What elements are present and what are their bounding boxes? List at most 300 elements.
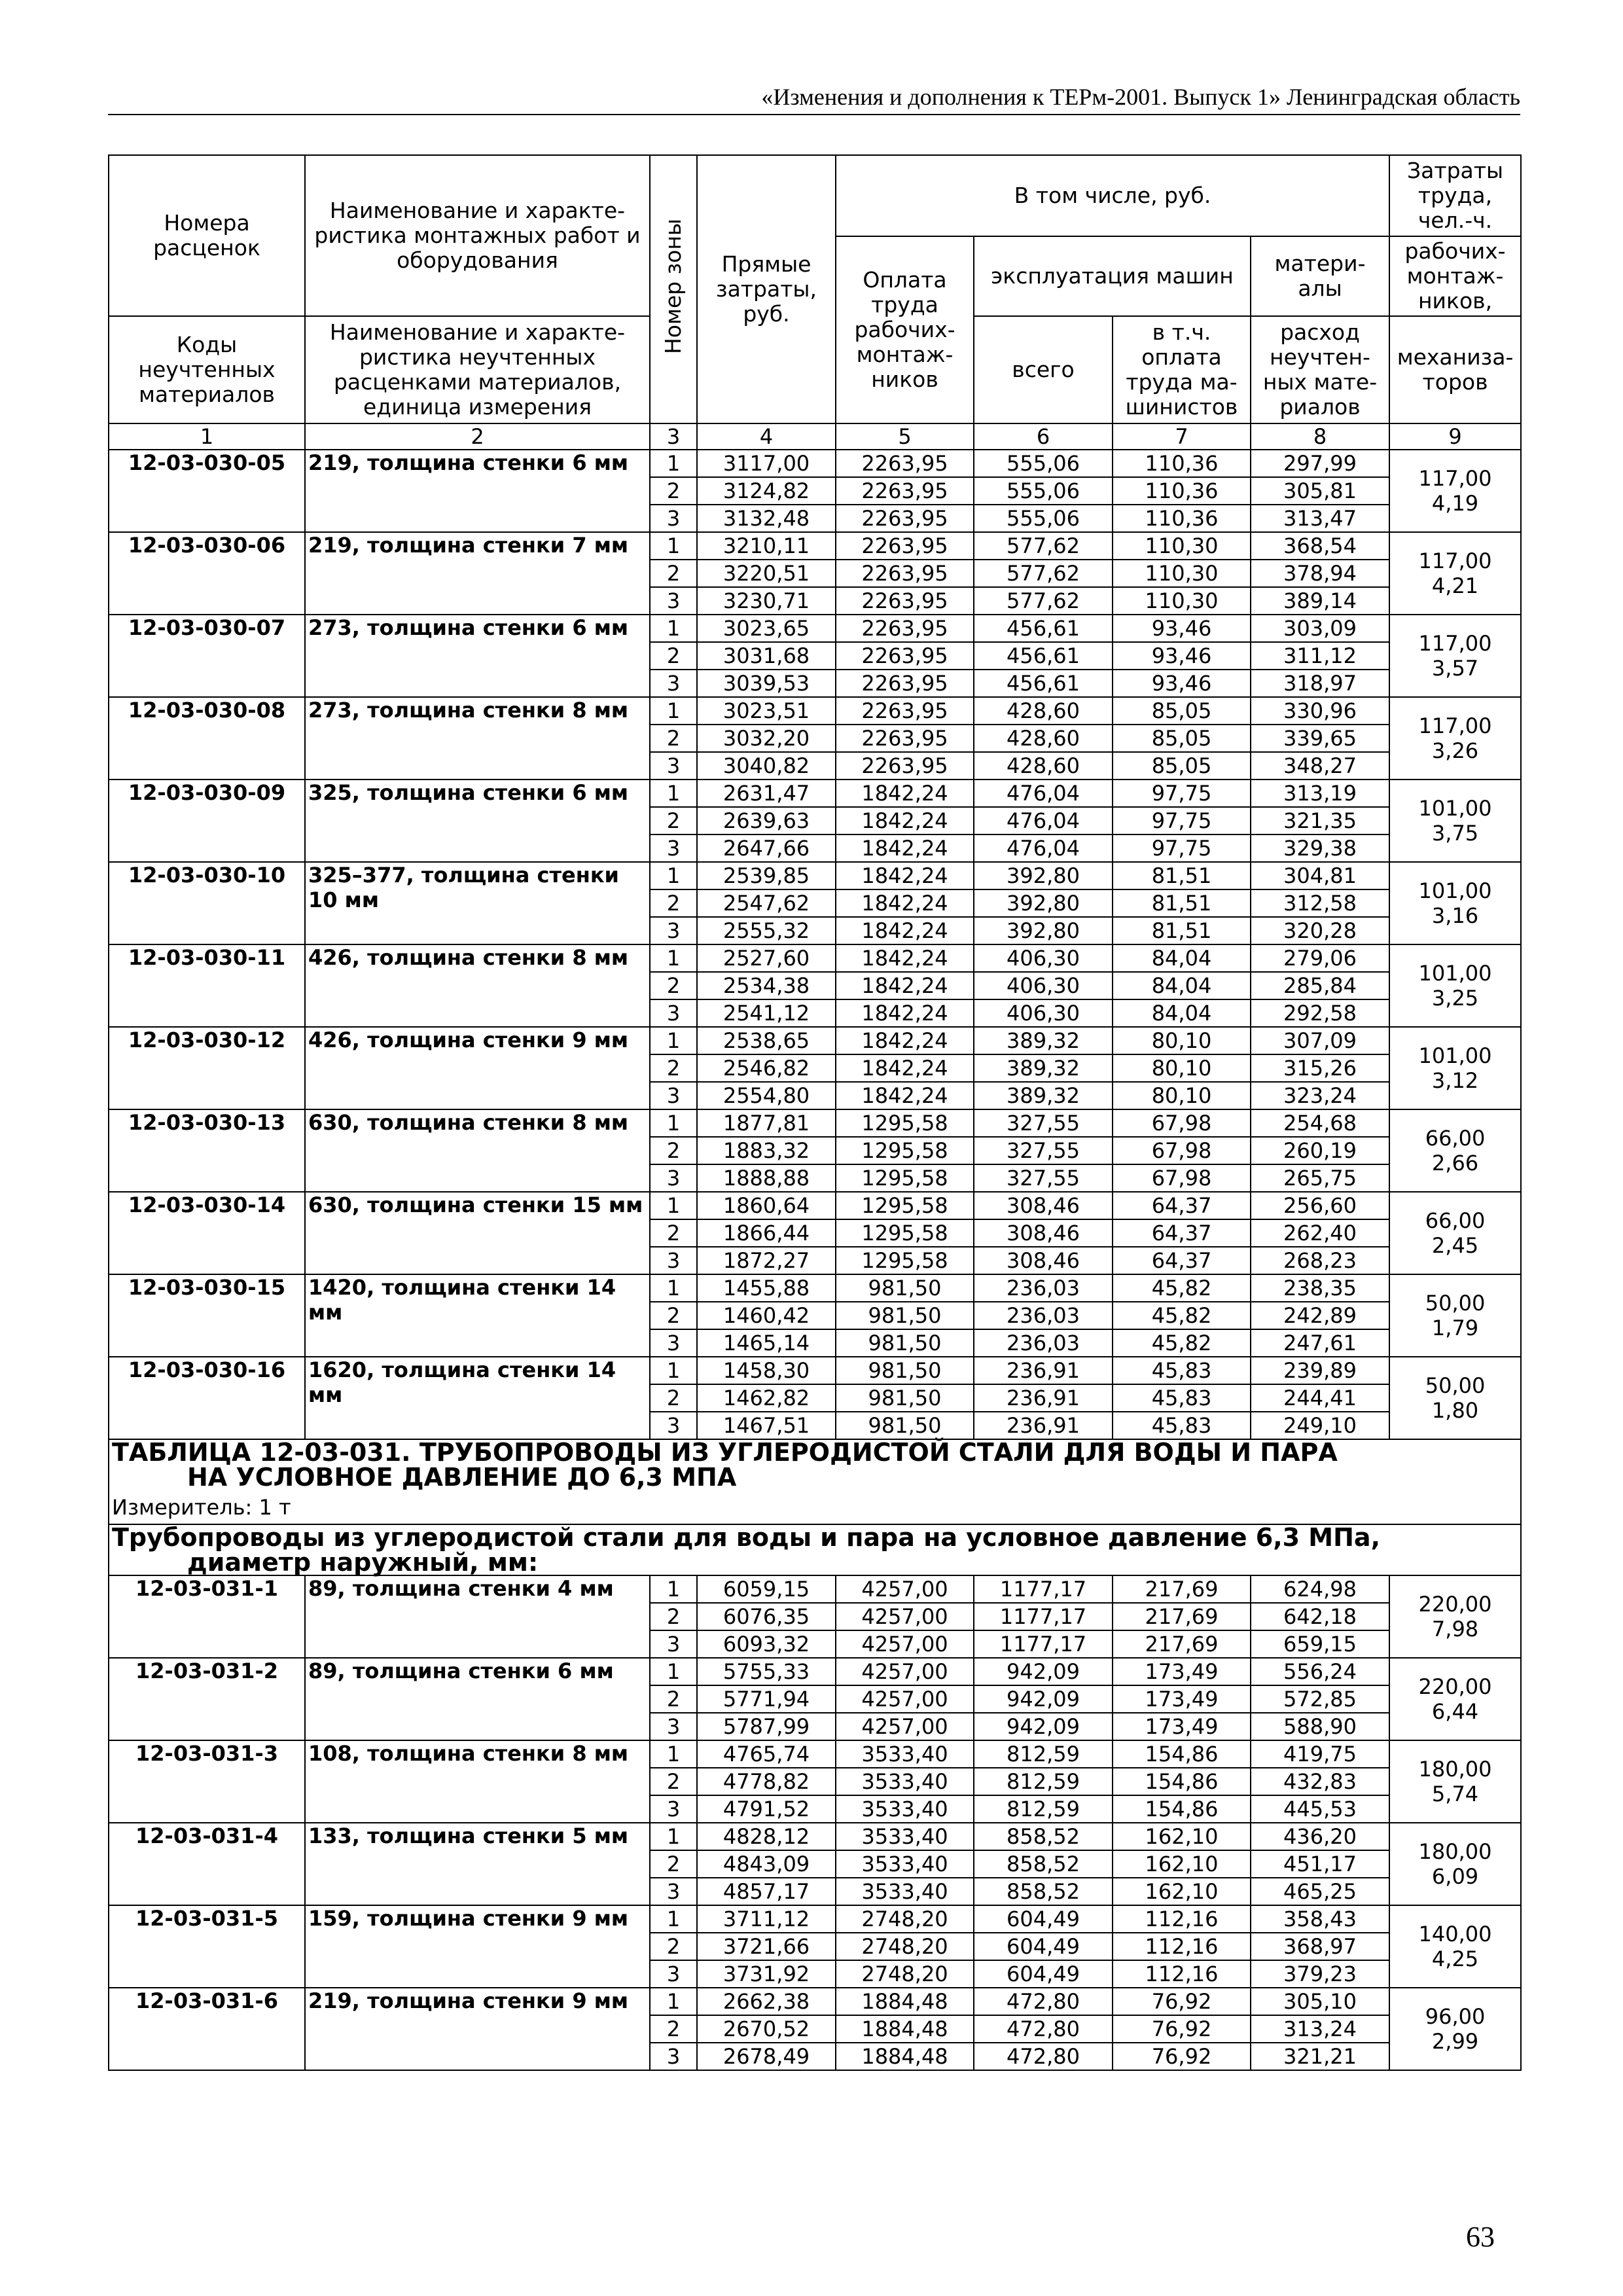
value-cell: 981,50 bbox=[836, 1357, 974, 1384]
zone-cell: 1 bbox=[650, 1740, 697, 1768]
value-cell: 313,19 bbox=[1251, 780, 1389, 807]
value-cell: 476,04 bbox=[974, 807, 1113, 834]
value-cell: 110,30 bbox=[1113, 587, 1251, 615]
header-machines: эксплуатация машин bbox=[974, 236, 1251, 316]
zone-cell: 2 bbox=[650, 1384, 697, 1412]
table-row bbox=[109, 1740, 1521, 1768]
labor-cost-cell bbox=[1389, 1823, 1521, 1905]
value-cell: 3032,20 bbox=[697, 725, 836, 752]
value-cell: 456,61 bbox=[974, 615, 1113, 642]
value-cell: 97,75 bbox=[1113, 807, 1251, 834]
header-name: Наименование и характе-ристика монтажных работ и оборудования bbox=[305, 155, 650, 316]
labor-workers: 220,00 bbox=[1418, 1674, 1492, 1699]
value-cell: 2662,38 bbox=[697, 1988, 836, 2015]
value-cell: 1177,17 bbox=[974, 1630, 1113, 1658]
value-cell: 2263,95 bbox=[836, 505, 974, 532]
zone-cell: 2 bbox=[650, 1137, 697, 1164]
value-cell: 76,92 bbox=[1113, 2015, 1251, 2043]
value-cell: 1177,17 bbox=[974, 1575, 1113, 1603]
rate-code: 12-03-030-05 bbox=[109, 450, 305, 532]
value-cell: 217,69 bbox=[1113, 1630, 1251, 1658]
value-cell: 4257,00 bbox=[836, 1575, 974, 1603]
value-cell: 2547,62 bbox=[697, 889, 836, 917]
value-cell: 981,50 bbox=[836, 1384, 974, 1412]
header-direct: Прямые затраты, руб. bbox=[697, 155, 836, 423]
value-cell: 1842,24 bbox=[836, 999, 974, 1027]
value-cell: 4257,00 bbox=[836, 1713, 974, 1740]
value-cell: 1295,58 bbox=[836, 1247, 974, 1274]
value-cell: 406,30 bbox=[974, 999, 1113, 1027]
value-cell: 45,82 bbox=[1113, 1274, 1251, 1302]
value-cell: 268,23 bbox=[1251, 1247, 1389, 1274]
value-cell: 80,10 bbox=[1113, 1027, 1251, 1054]
value-cell: 1842,24 bbox=[836, 780, 974, 807]
value-cell: 428,60 bbox=[974, 697, 1113, 725]
value-cell: 642,18 bbox=[1251, 1603, 1389, 1630]
value-cell: 97,75 bbox=[1113, 780, 1251, 807]
zone-cell: 1 bbox=[650, 1905, 697, 1933]
value-cell: 1860,64 bbox=[697, 1192, 836, 1219]
labor-cost-cell bbox=[1389, 1357, 1521, 1439]
value-cell: 4828,12 bbox=[697, 1823, 836, 1850]
rate-name: 219, толщина стенки 6 мм bbox=[305, 450, 650, 532]
value-cell: 812,59 bbox=[974, 1768, 1113, 1795]
subsection-title-line1: Трубопроводы из углеродистой стали для воды и пара на условное давление 6,3 МПа, bbox=[112, 1523, 1380, 1552]
value-cell: 329,38 bbox=[1251, 834, 1389, 862]
value-cell: 318,97 bbox=[1251, 670, 1389, 697]
rate-name: 630, толщина стенки 8 мм bbox=[305, 1109, 650, 1192]
header-labor-cost: Затраты труда, чел.-ч. bbox=[1389, 155, 1521, 236]
rate-code: 12-03-030-09 bbox=[109, 780, 305, 862]
rate-code: 12-03-030-16 bbox=[109, 1357, 305, 1439]
value-cell: 154,86 bbox=[1113, 1740, 1251, 1768]
value-cell: 112,16 bbox=[1113, 1905, 1251, 1933]
value-cell: 858,52 bbox=[974, 1850, 1113, 1878]
value-cell: 1467,51 bbox=[697, 1412, 836, 1439]
value-cell: 81,51 bbox=[1113, 917, 1251, 944]
value-cell: 321,35 bbox=[1251, 807, 1389, 834]
value-cell: 389,32 bbox=[974, 1082, 1113, 1109]
labor-mechanics: 2,45 bbox=[1431, 1233, 1479, 1258]
value-cell: 339,65 bbox=[1251, 725, 1389, 752]
value-cell: 981,50 bbox=[836, 1302, 974, 1329]
value-cell: 858,52 bbox=[974, 1823, 1113, 1850]
subsection-row bbox=[109, 1524, 1521, 1575]
zone-cell: 2 bbox=[650, 807, 697, 834]
zone-cell: 2 bbox=[650, 1933, 697, 1960]
rate-code: 12-03-031-5 bbox=[109, 1905, 305, 1988]
labor-mechanics: 3,25 bbox=[1431, 986, 1479, 1011]
value-cell: 45,83 bbox=[1113, 1384, 1251, 1412]
value-cell: 624,98 bbox=[1251, 1575, 1389, 1603]
subsection-title-line2: диаметр наружный, мм: bbox=[187, 1548, 539, 1577]
value-cell: 254,68 bbox=[1251, 1109, 1389, 1137]
value-cell: 2555,32 bbox=[697, 917, 836, 944]
column-number: 5 bbox=[836, 423, 974, 450]
labor-mechanics: 6,44 bbox=[1431, 1699, 1479, 1724]
rate-code: 12-03-031-6 bbox=[109, 1988, 305, 2070]
value-cell: 406,30 bbox=[974, 972, 1113, 999]
value-cell: 154,86 bbox=[1113, 1795, 1251, 1823]
value-cell: 1842,24 bbox=[836, 862, 974, 889]
value-cell: 242,89 bbox=[1251, 1302, 1389, 1329]
zone-cell: 1 bbox=[650, 450, 697, 477]
value-cell: 555,06 bbox=[974, 477, 1113, 505]
zone-cell: 2 bbox=[650, 1768, 697, 1795]
value-cell: 320,28 bbox=[1251, 917, 1389, 944]
value-cell: 67,98 bbox=[1113, 1164, 1251, 1192]
value-cell: 1842,24 bbox=[836, 972, 974, 999]
header-consumption: расход неучтен-ных мате-риалов bbox=[1251, 316, 1389, 423]
value-cell: 1455,88 bbox=[697, 1274, 836, 1302]
value-cell: 577,62 bbox=[974, 532, 1113, 560]
zone-cell: 3 bbox=[650, 587, 697, 615]
value-cell: 379,23 bbox=[1251, 1960, 1389, 1988]
value-cell: 3039,53 bbox=[697, 670, 836, 697]
zone-cell: 3 bbox=[650, 1412, 697, 1439]
value-cell: 406,30 bbox=[974, 944, 1113, 972]
zone-cell: 1 bbox=[650, 1575, 697, 1603]
value-cell: 389,14 bbox=[1251, 587, 1389, 615]
rate-code: 12-03-030-15 bbox=[109, 1274, 305, 1357]
labor-workers: 117,00 bbox=[1418, 466, 1492, 491]
labor-workers: 66,00 bbox=[1425, 1126, 1486, 1151]
value-cell: 942,09 bbox=[974, 1713, 1113, 1740]
page-number: 63 bbox=[1466, 2221, 1495, 2253]
value-cell: 2263,95 bbox=[836, 615, 974, 642]
zone-cell: 2 bbox=[650, 972, 697, 999]
zone-cell: 2 bbox=[650, 560, 697, 587]
labor-workers: 101,00 bbox=[1418, 961, 1492, 986]
value-cell: 812,59 bbox=[974, 1740, 1113, 1768]
column-number: 8 bbox=[1251, 423, 1389, 450]
zone-cell: 2 bbox=[650, 1219, 697, 1247]
value-cell: 5755,33 bbox=[697, 1658, 836, 1685]
value-cell: 2541,12 bbox=[697, 999, 836, 1027]
value-cell: 348,27 bbox=[1251, 752, 1389, 780]
table-row bbox=[109, 1027, 1521, 1054]
value-cell: 4257,00 bbox=[836, 1630, 974, 1658]
zone-cell: 1 bbox=[650, 1988, 697, 2015]
value-cell: 3533,40 bbox=[836, 1740, 974, 1768]
value-cell: 1842,24 bbox=[836, 1082, 974, 1109]
value-cell: 577,62 bbox=[974, 560, 1113, 587]
rate-name: 108, толщина стенки 8 мм bbox=[305, 1740, 650, 1823]
zone-cell: 3 bbox=[650, 1164, 697, 1192]
labor-workers: 50,00 bbox=[1425, 1291, 1486, 1316]
value-cell: 858,52 bbox=[974, 1878, 1113, 1905]
value-cell: 472,80 bbox=[974, 2043, 1113, 2070]
value-cell: 3124,82 bbox=[697, 477, 836, 505]
value-cell: 2546,82 bbox=[697, 1054, 836, 1082]
column-number: 6 bbox=[974, 423, 1113, 450]
value-cell: 45,83 bbox=[1113, 1412, 1251, 1439]
labor-mechanics: 1,80 bbox=[1431, 1398, 1479, 1423]
value-cell: 604,49 bbox=[974, 1933, 1113, 1960]
value-cell: 1842,24 bbox=[836, 944, 974, 972]
value-cell: 1842,24 bbox=[836, 834, 974, 862]
value-cell: 173,49 bbox=[1113, 1685, 1251, 1713]
zone-cell: 3 bbox=[650, 1082, 697, 1109]
value-cell: 3533,40 bbox=[836, 1795, 974, 1823]
zone-cell: 3 bbox=[650, 2043, 697, 2070]
value-cell: 76,92 bbox=[1113, 2043, 1251, 2070]
zone-cell: 1 bbox=[650, 780, 697, 807]
labor-mechanics: 6,09 bbox=[1431, 1864, 1479, 1889]
value-cell: 249,10 bbox=[1251, 1412, 1389, 1439]
rate-name: 273, толщина стенки 6 мм bbox=[305, 615, 650, 697]
value-cell: 3117,00 bbox=[697, 450, 836, 477]
value-cell: 308,46 bbox=[974, 1192, 1113, 1219]
labor-mechanics: 2,99 bbox=[1431, 2029, 1479, 2054]
value-cell: 1842,24 bbox=[836, 917, 974, 944]
rate-code: 12-03-030-07 bbox=[109, 615, 305, 697]
value-cell: 279,06 bbox=[1251, 944, 1389, 972]
labor-cost-cell bbox=[1389, 1988, 1521, 2070]
labor-workers: 96,00 bbox=[1425, 2004, 1486, 2029]
value-cell: 572,85 bbox=[1251, 1685, 1389, 1713]
value-cell: 80,10 bbox=[1113, 1054, 1251, 1082]
labor-workers: 180,00 bbox=[1418, 1839, 1492, 1864]
value-cell: 3533,40 bbox=[836, 1823, 974, 1850]
value-cell: 3132,48 bbox=[697, 505, 836, 532]
zone-cell: 3 bbox=[650, 834, 697, 862]
value-cell: 3731,92 bbox=[697, 1960, 836, 1988]
labor-workers: 50,00 bbox=[1425, 1373, 1486, 1398]
table-row bbox=[109, 532, 1521, 560]
value-cell: 217,69 bbox=[1113, 1575, 1251, 1603]
labor-mechanics: 3,26 bbox=[1431, 738, 1479, 763]
value-cell: 604,49 bbox=[974, 1905, 1113, 1933]
value-cell: 2263,95 bbox=[836, 725, 974, 752]
column-number: 7 bbox=[1113, 423, 1251, 450]
value-cell: 392,80 bbox=[974, 917, 1113, 944]
header-wages: Оплата труда рабочих-монтаж-ников bbox=[836, 236, 974, 423]
value-cell: 3220,51 bbox=[697, 560, 836, 587]
column-number: 2 bbox=[305, 423, 650, 450]
value-cell: 472,80 bbox=[974, 1988, 1113, 2015]
zone-cell: 2 bbox=[650, 1302, 697, 1329]
table-row bbox=[109, 780, 1521, 807]
column-number: 1 bbox=[109, 423, 305, 450]
column-number: 3 bbox=[650, 423, 697, 450]
value-cell: 327,55 bbox=[974, 1109, 1113, 1137]
header-machines-total: всего bbox=[974, 316, 1113, 423]
value-cell: 292,58 bbox=[1251, 999, 1389, 1027]
zone-cell: 1 bbox=[650, 1357, 697, 1384]
value-cell: 4843,09 bbox=[697, 1850, 836, 1878]
value-cell: 110,36 bbox=[1113, 477, 1251, 505]
value-cell: 3721,66 bbox=[697, 1933, 836, 1960]
zone-cell: 1 bbox=[650, 532, 697, 560]
value-cell: 1842,24 bbox=[836, 1027, 974, 1054]
value-cell: 285,84 bbox=[1251, 972, 1389, 999]
value-cell: 64,37 bbox=[1113, 1247, 1251, 1274]
value-cell: 64,37 bbox=[1113, 1192, 1251, 1219]
value-cell: 321,21 bbox=[1251, 2043, 1389, 2070]
table-row bbox=[109, 1823, 1521, 1850]
value-cell: 162,10 bbox=[1113, 1878, 1251, 1905]
value-cell: 1465,14 bbox=[697, 1329, 836, 1357]
value-cell: 2527,60 bbox=[697, 944, 836, 972]
value-cell: 4778,82 bbox=[697, 1768, 836, 1795]
value-cell: 2263,95 bbox=[836, 532, 974, 560]
rate-code: 12-03-030-12 bbox=[109, 1027, 305, 1109]
value-cell: 80,10 bbox=[1113, 1082, 1251, 1109]
value-cell: 247,61 bbox=[1251, 1329, 1389, 1357]
value-cell: 1877,81 bbox=[697, 1109, 836, 1137]
header-unaccounted-name: Наименование и характе-ристика неучтенных расценками материалов, единица измерения bbox=[305, 316, 650, 423]
rate-code: 12-03-030-13 bbox=[109, 1109, 305, 1192]
value-cell: 1295,58 bbox=[836, 1219, 974, 1247]
value-cell: 436,20 bbox=[1251, 1823, 1389, 1850]
value-cell: 3023,65 bbox=[697, 615, 836, 642]
rate-code: 12-03-030-11 bbox=[109, 944, 305, 1027]
value-cell: 1884,48 bbox=[836, 2015, 974, 2043]
value-cell: 419,75 bbox=[1251, 1740, 1389, 1768]
value-cell: 3210,11 bbox=[697, 532, 836, 560]
value-cell: 236,03 bbox=[974, 1302, 1113, 1329]
value-cell: 577,62 bbox=[974, 587, 1113, 615]
value-cell: 3023,51 bbox=[697, 697, 836, 725]
rate-code: 12-03-030-10 bbox=[109, 862, 305, 944]
value-cell: 1458,30 bbox=[697, 1357, 836, 1384]
value-cell: 2263,95 bbox=[836, 587, 974, 615]
value-cell: 2647,66 bbox=[697, 834, 836, 862]
zone-cell: 1 bbox=[650, 1192, 697, 1219]
value-cell: 81,51 bbox=[1113, 862, 1251, 889]
header-workers: рабочих-монтаж-ников, bbox=[1389, 236, 1521, 316]
value-cell: 2263,95 bbox=[836, 642, 974, 670]
value-cell: 85,05 bbox=[1113, 725, 1251, 752]
labor-mechanics: 3,12 bbox=[1431, 1068, 1479, 1093]
value-cell: 162,10 bbox=[1113, 1850, 1251, 1878]
labor-mechanics: 3,75 bbox=[1431, 821, 1479, 846]
value-cell: 85,05 bbox=[1113, 752, 1251, 780]
zone-cell: 2 bbox=[650, 1685, 697, 1713]
section-title-line1: ТАБЛИЦА 12-03-031. ТРУБОПРОВОДЫ ИЗ УГЛЕРОДИСТОЙ СТАЛИ ДЛЯ ВОДЫ И ПАРА bbox=[112, 1438, 1338, 1467]
value-cell: 236,03 bbox=[974, 1274, 1113, 1302]
value-cell: 97,75 bbox=[1113, 834, 1251, 862]
zone-cell: 1 bbox=[650, 1658, 697, 1685]
value-cell: 2263,95 bbox=[836, 697, 974, 725]
labor-workers: 101,00 bbox=[1418, 1043, 1492, 1068]
value-cell: 659,15 bbox=[1251, 1630, 1389, 1658]
labor-workers: 66,00 bbox=[1425, 1208, 1486, 1233]
value-cell: 1462,82 bbox=[697, 1384, 836, 1412]
rate-code: 12-03-031-4 bbox=[109, 1823, 305, 1905]
value-cell: 1884,48 bbox=[836, 1988, 974, 2015]
zone-cell: 2 bbox=[650, 725, 697, 752]
value-cell: 4257,00 bbox=[836, 1685, 974, 1713]
value-cell: 6093,32 bbox=[697, 1630, 836, 1658]
value-cell: 604,49 bbox=[974, 1960, 1113, 1988]
header-zone-label: Номер зоны bbox=[660, 219, 686, 355]
value-cell: 2748,20 bbox=[836, 1933, 974, 1960]
zone-cell: 2 bbox=[650, 2015, 697, 2043]
zone-cell: 1 bbox=[650, 944, 697, 972]
zone-cell: 1 bbox=[650, 697, 697, 725]
value-cell: 389,32 bbox=[974, 1027, 1113, 1054]
rate-name: 1420, толщина стенки 14 мм bbox=[305, 1274, 650, 1357]
value-cell: 327,55 bbox=[974, 1137, 1113, 1164]
zone-cell: 2 bbox=[650, 889, 697, 917]
header-materials: матери-алы bbox=[1251, 236, 1389, 316]
column-number: 4 bbox=[697, 423, 836, 450]
value-cell: 238,35 bbox=[1251, 1274, 1389, 1302]
value-cell: 556,24 bbox=[1251, 1658, 1389, 1685]
subsection-title bbox=[109, 1524, 1521, 1575]
value-cell: 110,30 bbox=[1113, 532, 1251, 560]
zone-cell: 2 bbox=[650, 477, 697, 505]
header-machinist-wages: в т.ч. оплата труда ма-шинистов bbox=[1113, 316, 1251, 423]
rate-name: 89, толщина стенки 4 мм bbox=[305, 1575, 650, 1658]
value-cell: 4765,74 bbox=[697, 1740, 836, 1768]
labor-cost-cell bbox=[1389, 1192, 1521, 1274]
table-row bbox=[109, 1658, 1521, 1685]
labor-workers: 180,00 bbox=[1418, 1757, 1492, 1782]
value-cell: 1866,44 bbox=[697, 1219, 836, 1247]
labor-mechanics: 4,25 bbox=[1431, 1946, 1479, 1971]
labor-mechanics: 5,74 bbox=[1431, 1782, 1479, 1806]
header-unaccounted-codes: Коды неучтенных материалов bbox=[109, 316, 305, 423]
value-cell: 262,40 bbox=[1251, 1219, 1389, 1247]
value-cell: 45,83 bbox=[1113, 1357, 1251, 1384]
section-measure: Измеритель: 1 т bbox=[112, 1495, 291, 1520]
table-row bbox=[109, 1274, 1521, 1302]
value-cell: 84,04 bbox=[1113, 999, 1251, 1027]
value-cell: 112,16 bbox=[1113, 1960, 1251, 1988]
zone-cell: 3 bbox=[650, 1878, 697, 1905]
labor-cost-cell bbox=[1389, 1109, 1521, 1192]
zone-cell: 2 bbox=[650, 642, 697, 670]
labor-workers: 117,00 bbox=[1418, 548, 1492, 573]
rate-name: 89, толщина стенки 6 мм bbox=[305, 1658, 650, 1740]
value-cell: 3533,40 bbox=[836, 1850, 974, 1878]
value-cell: 2263,95 bbox=[836, 450, 974, 477]
value-cell: 942,09 bbox=[974, 1658, 1113, 1685]
value-cell: 84,04 bbox=[1113, 972, 1251, 999]
value-cell: 110,36 bbox=[1113, 505, 1251, 532]
rate-code: 12-03-031-1 bbox=[109, 1575, 305, 1658]
value-cell: 173,49 bbox=[1113, 1658, 1251, 1685]
labor-cost-cell bbox=[1389, 1575, 1521, 1658]
rate-name: 630, толщина стенки 15 мм bbox=[305, 1192, 650, 1274]
zone-cell: 1 bbox=[650, 1274, 697, 1302]
value-cell: 2631,47 bbox=[697, 780, 836, 807]
value-cell: 472,80 bbox=[974, 2015, 1113, 2043]
zone-cell: 3 bbox=[650, 1713, 697, 1740]
labor-cost-cell bbox=[1389, 532, 1521, 615]
value-cell: 1872,27 bbox=[697, 1247, 836, 1274]
value-cell: 2678,49 bbox=[697, 2043, 836, 2070]
rate-name: 133, толщина стенки 5 мм bbox=[305, 1823, 650, 1905]
header-zone bbox=[650, 155, 697, 423]
value-cell: 64,37 bbox=[1113, 1219, 1251, 1247]
value-cell: 2534,38 bbox=[697, 972, 836, 999]
value-cell: 456,61 bbox=[974, 670, 1113, 697]
value-cell: 45,82 bbox=[1113, 1302, 1251, 1329]
value-cell: 311,12 bbox=[1251, 642, 1389, 670]
zone-cell: 1 bbox=[650, 1027, 697, 1054]
table-row bbox=[109, 1575, 1521, 1603]
labor-workers: 117,00 bbox=[1418, 631, 1492, 656]
value-cell: 313,47 bbox=[1251, 505, 1389, 532]
rates-table bbox=[108, 154, 1522, 2071]
value-cell: 981,50 bbox=[836, 1412, 974, 1439]
labor-cost-cell bbox=[1389, 450, 1521, 532]
value-cell: 265,75 bbox=[1251, 1164, 1389, 1192]
